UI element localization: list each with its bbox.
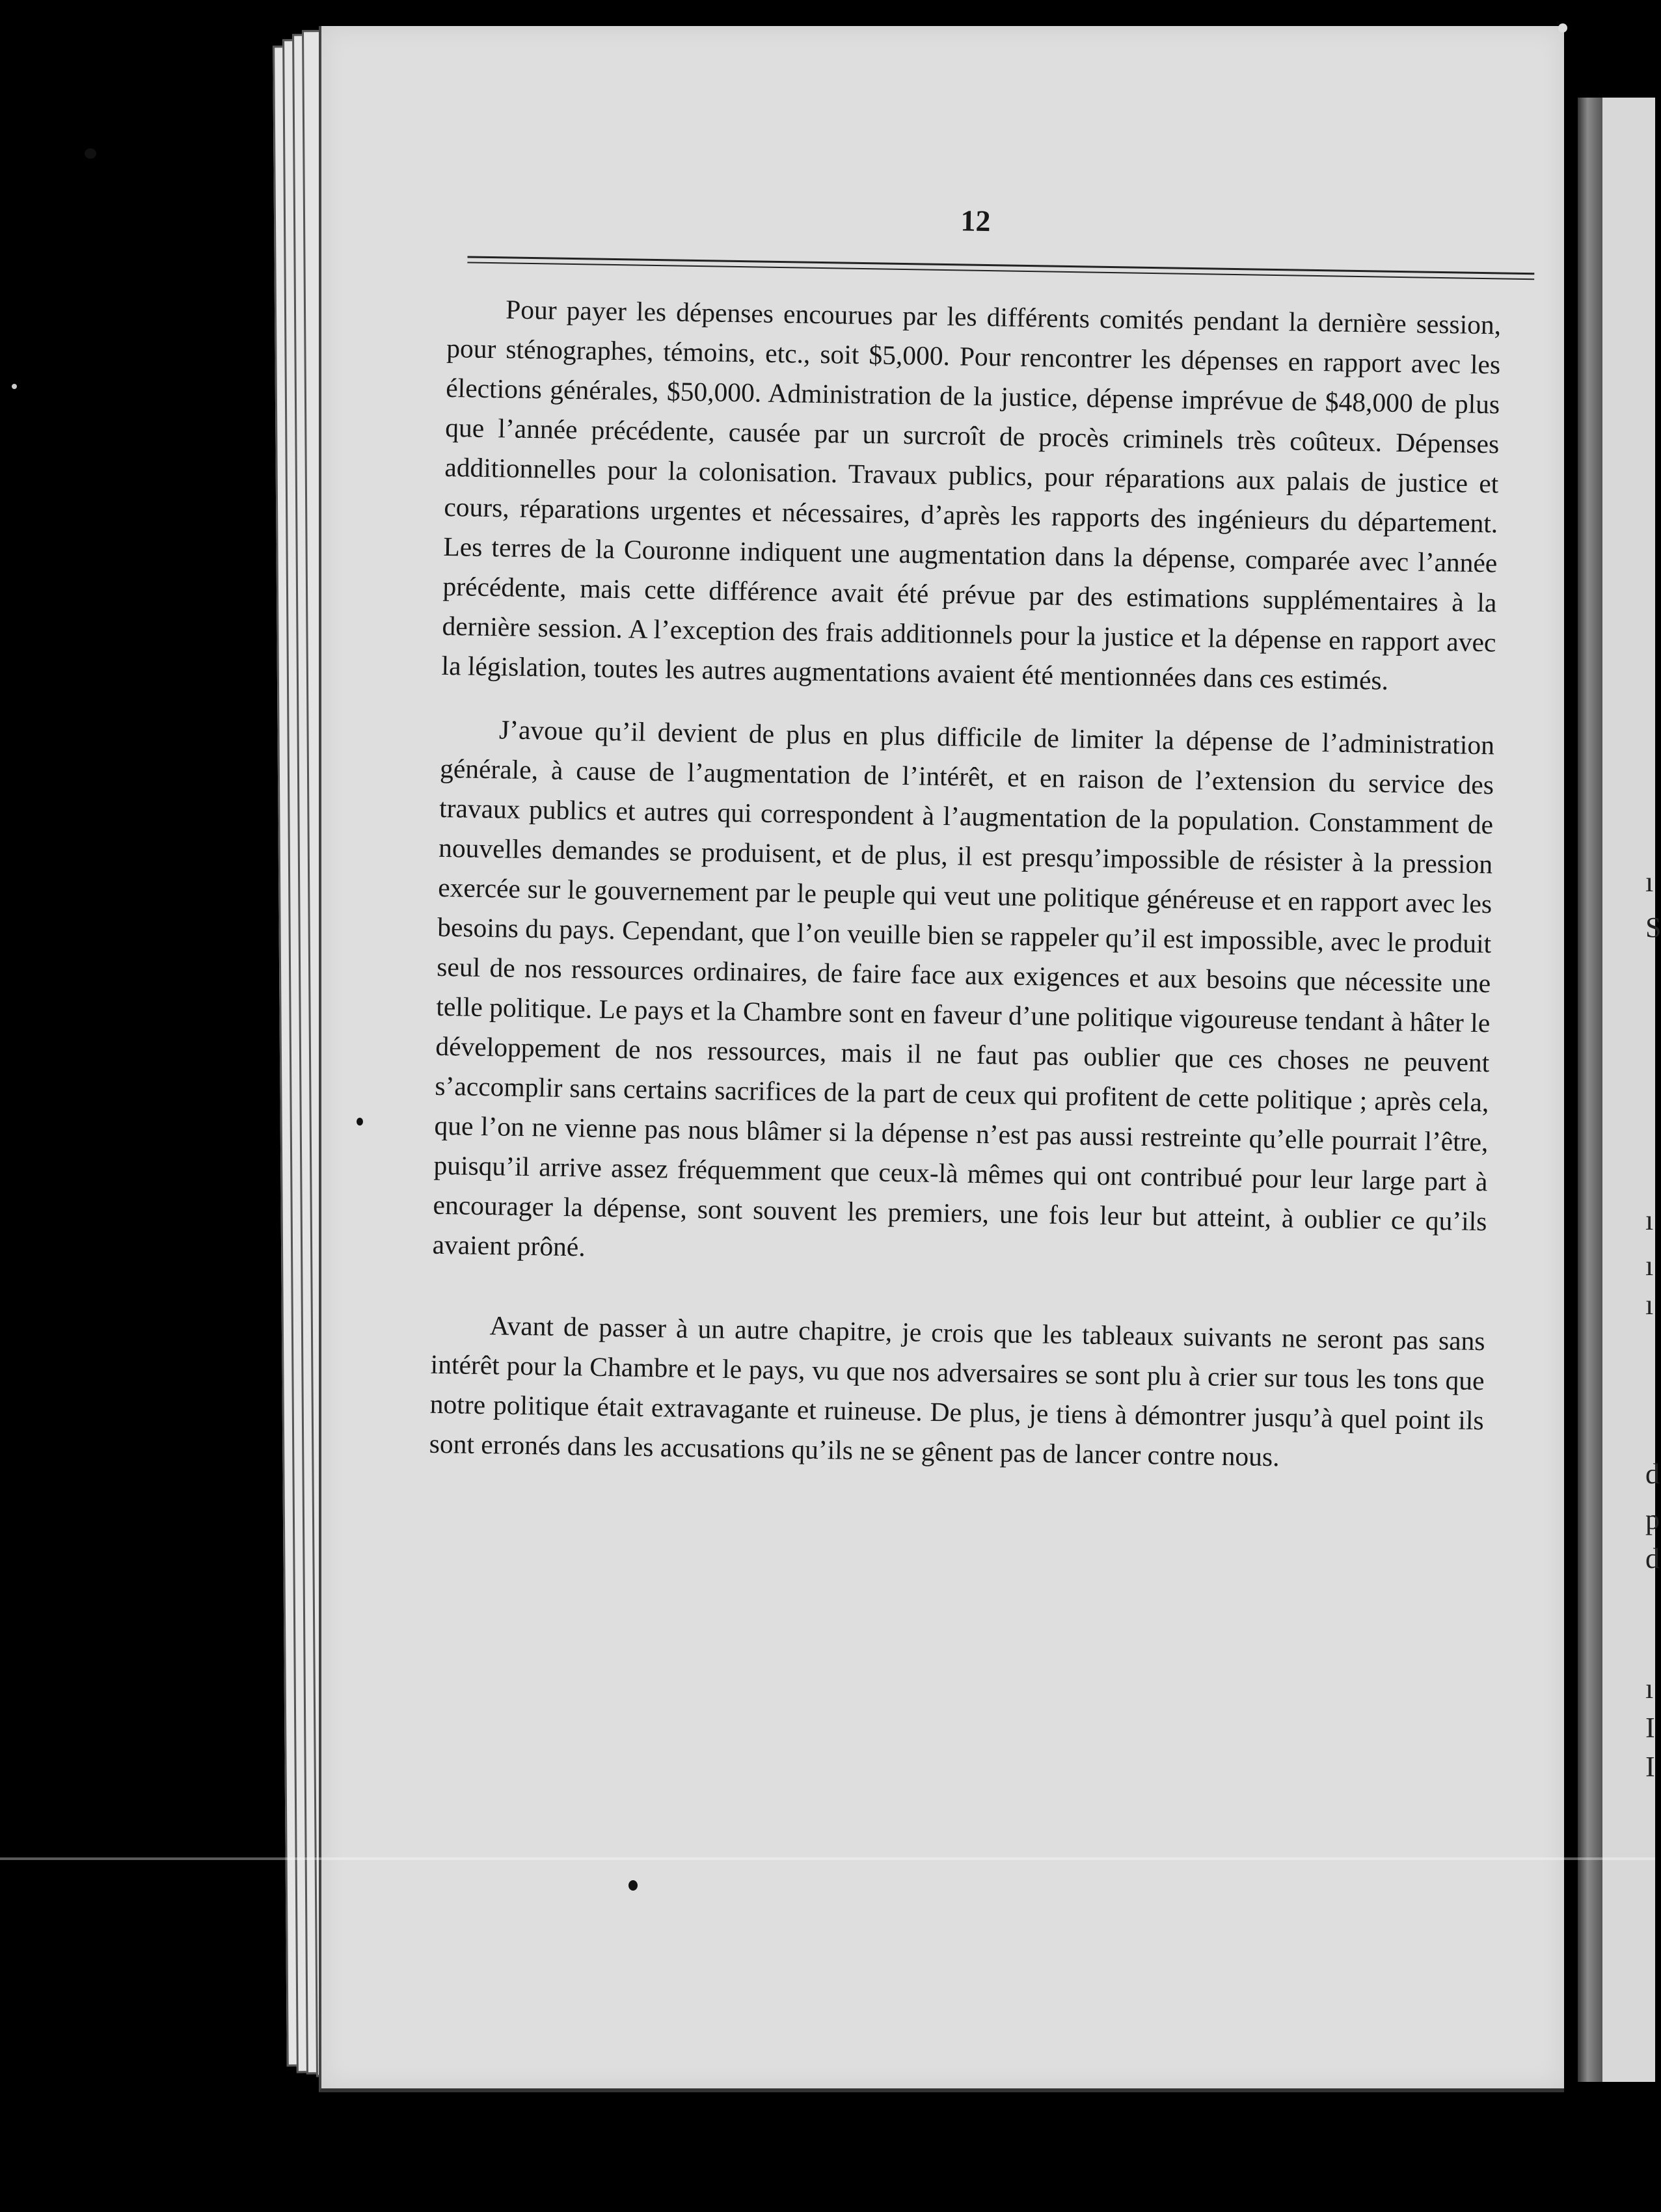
facing-fragment: ı: [1645, 1673, 1654, 1705]
scan-speck: [628, 1880, 638, 1891]
page-content: [429, 195, 1503, 1504]
facing-page-edge: [1602, 98, 1661, 2082]
scan-speck: [12, 384, 17, 389]
facing-fragment: ı: [1645, 866, 1654, 898]
facing-fragment: d: [1645, 1543, 1660, 1574]
scan-speck: [1558, 23, 1567, 33]
paragraph: Pour payer les dépenses encourues par les différents comités pendant la dernière session, pour sténographes, témoins, etc., soit $5,000. Pour rencontrer les dépenses en rapport avec les élections générales, $50,000. Administration de la justice, dépense imprévue de $48,000 de plus que l’année précédente, causée par un surcroît de procès criminels très coûteux. Dépenses additionnelles pour la colonisation. Travaux publics, pour réparations aux palais de justice et cours, réparations urgentes et nécessaires, d’après les rapports des ingénieurs du département. Les terres de la Couronne indiquent une augmentation dans la dépense, comparée avec l’année précédente, mais cette différence avait été prévue par des estimations supplémentaires à la dernière session. A l’exception des frais additionnels pour la justice et la dépense en rapport avec la législation, toutes les autres augmentations avaient été mentionnées dans ces estimés.: [441, 294, 1502, 695]
scan-glare-line: [0, 1857, 1655, 1860]
facing-fragment: ı: [1645, 1289, 1654, 1321]
facing-fragment: I: [1645, 1751, 1655, 1783]
book-spine: [1578, 98, 1602, 2082]
facing-fragment: ı: [1645, 1250, 1654, 1282]
scan-speck: [357, 1118, 363, 1126]
header-rule: [467, 256, 1534, 280]
facing-fragment: p: [1645, 1504, 1660, 1535]
page-number: 12: [960, 204, 991, 238]
facing-fragment: d: [1645, 1458, 1660, 1490]
scan-speck: [85, 148, 96, 159]
paragraph: J’avoue qu’il devient de plus en plus difficile de limiter la dépense de l’administration générale, à cause de l’augmentation de l’intérêt, et en raison de l’extension du service des travaux publics et autres qui correspondent à l’augmentation de la population. Constamment de nouvelles demandes se produisent, et de plus, il est presqu’impossible de résister à la pression exercée sur le gouvernement par le peuple qui veut une politique généreuse et en rapport avec les besoins du pays. Cependant, que l’on veuille bien se rappeler qu’il est impossible, avec le produit seul de nos ressources ordinaires, de faire face aux exigences et aux besoins que nécessite une telle politique. Le pays et la Chambre sont en faveur d’une politique vigoureuse tendant à hâter le développement de nos ressources, mais il ne faut pas oublier que ces choses ne peuvent s’accomplir sans certains sacrifices de la part de ceux qui profitent de cette politique ; après cela, que l’on ne vienne pas nous blâmer si la dépense n’est pas aussi restreinte qu’elle pourrait l’être, puisqu’il arrive assez fréquemment que ceux-là mêmes qui ont contribué pour leur large part à encourager la dépense, sont souvent les premiers, une fois leur but atteint, à oublier ce qu’ils avaient prôné.: [432, 714, 1495, 1262]
facing-fragment: I: [1645, 1712, 1655, 1744]
facing-fragment: S: [1645, 911, 1661, 943]
paragraph: Avant de passer à un autre chapitre, je crois que les tableaux suivants ne seront pas sans intérêt pour la Chambre et le pays, vu que nos adversaires se sont plu à crier sur tous les tons que notre politique était extravagante et ruineuse. De plus, je tiens à démontrer jusqu’à quel point ils sont erronés dans les accusations qu’ils ne se gênent pas de lancer contre nous.: [429, 1310, 1485, 1472]
facing-fragment: ı: [1645, 1204, 1654, 1236]
